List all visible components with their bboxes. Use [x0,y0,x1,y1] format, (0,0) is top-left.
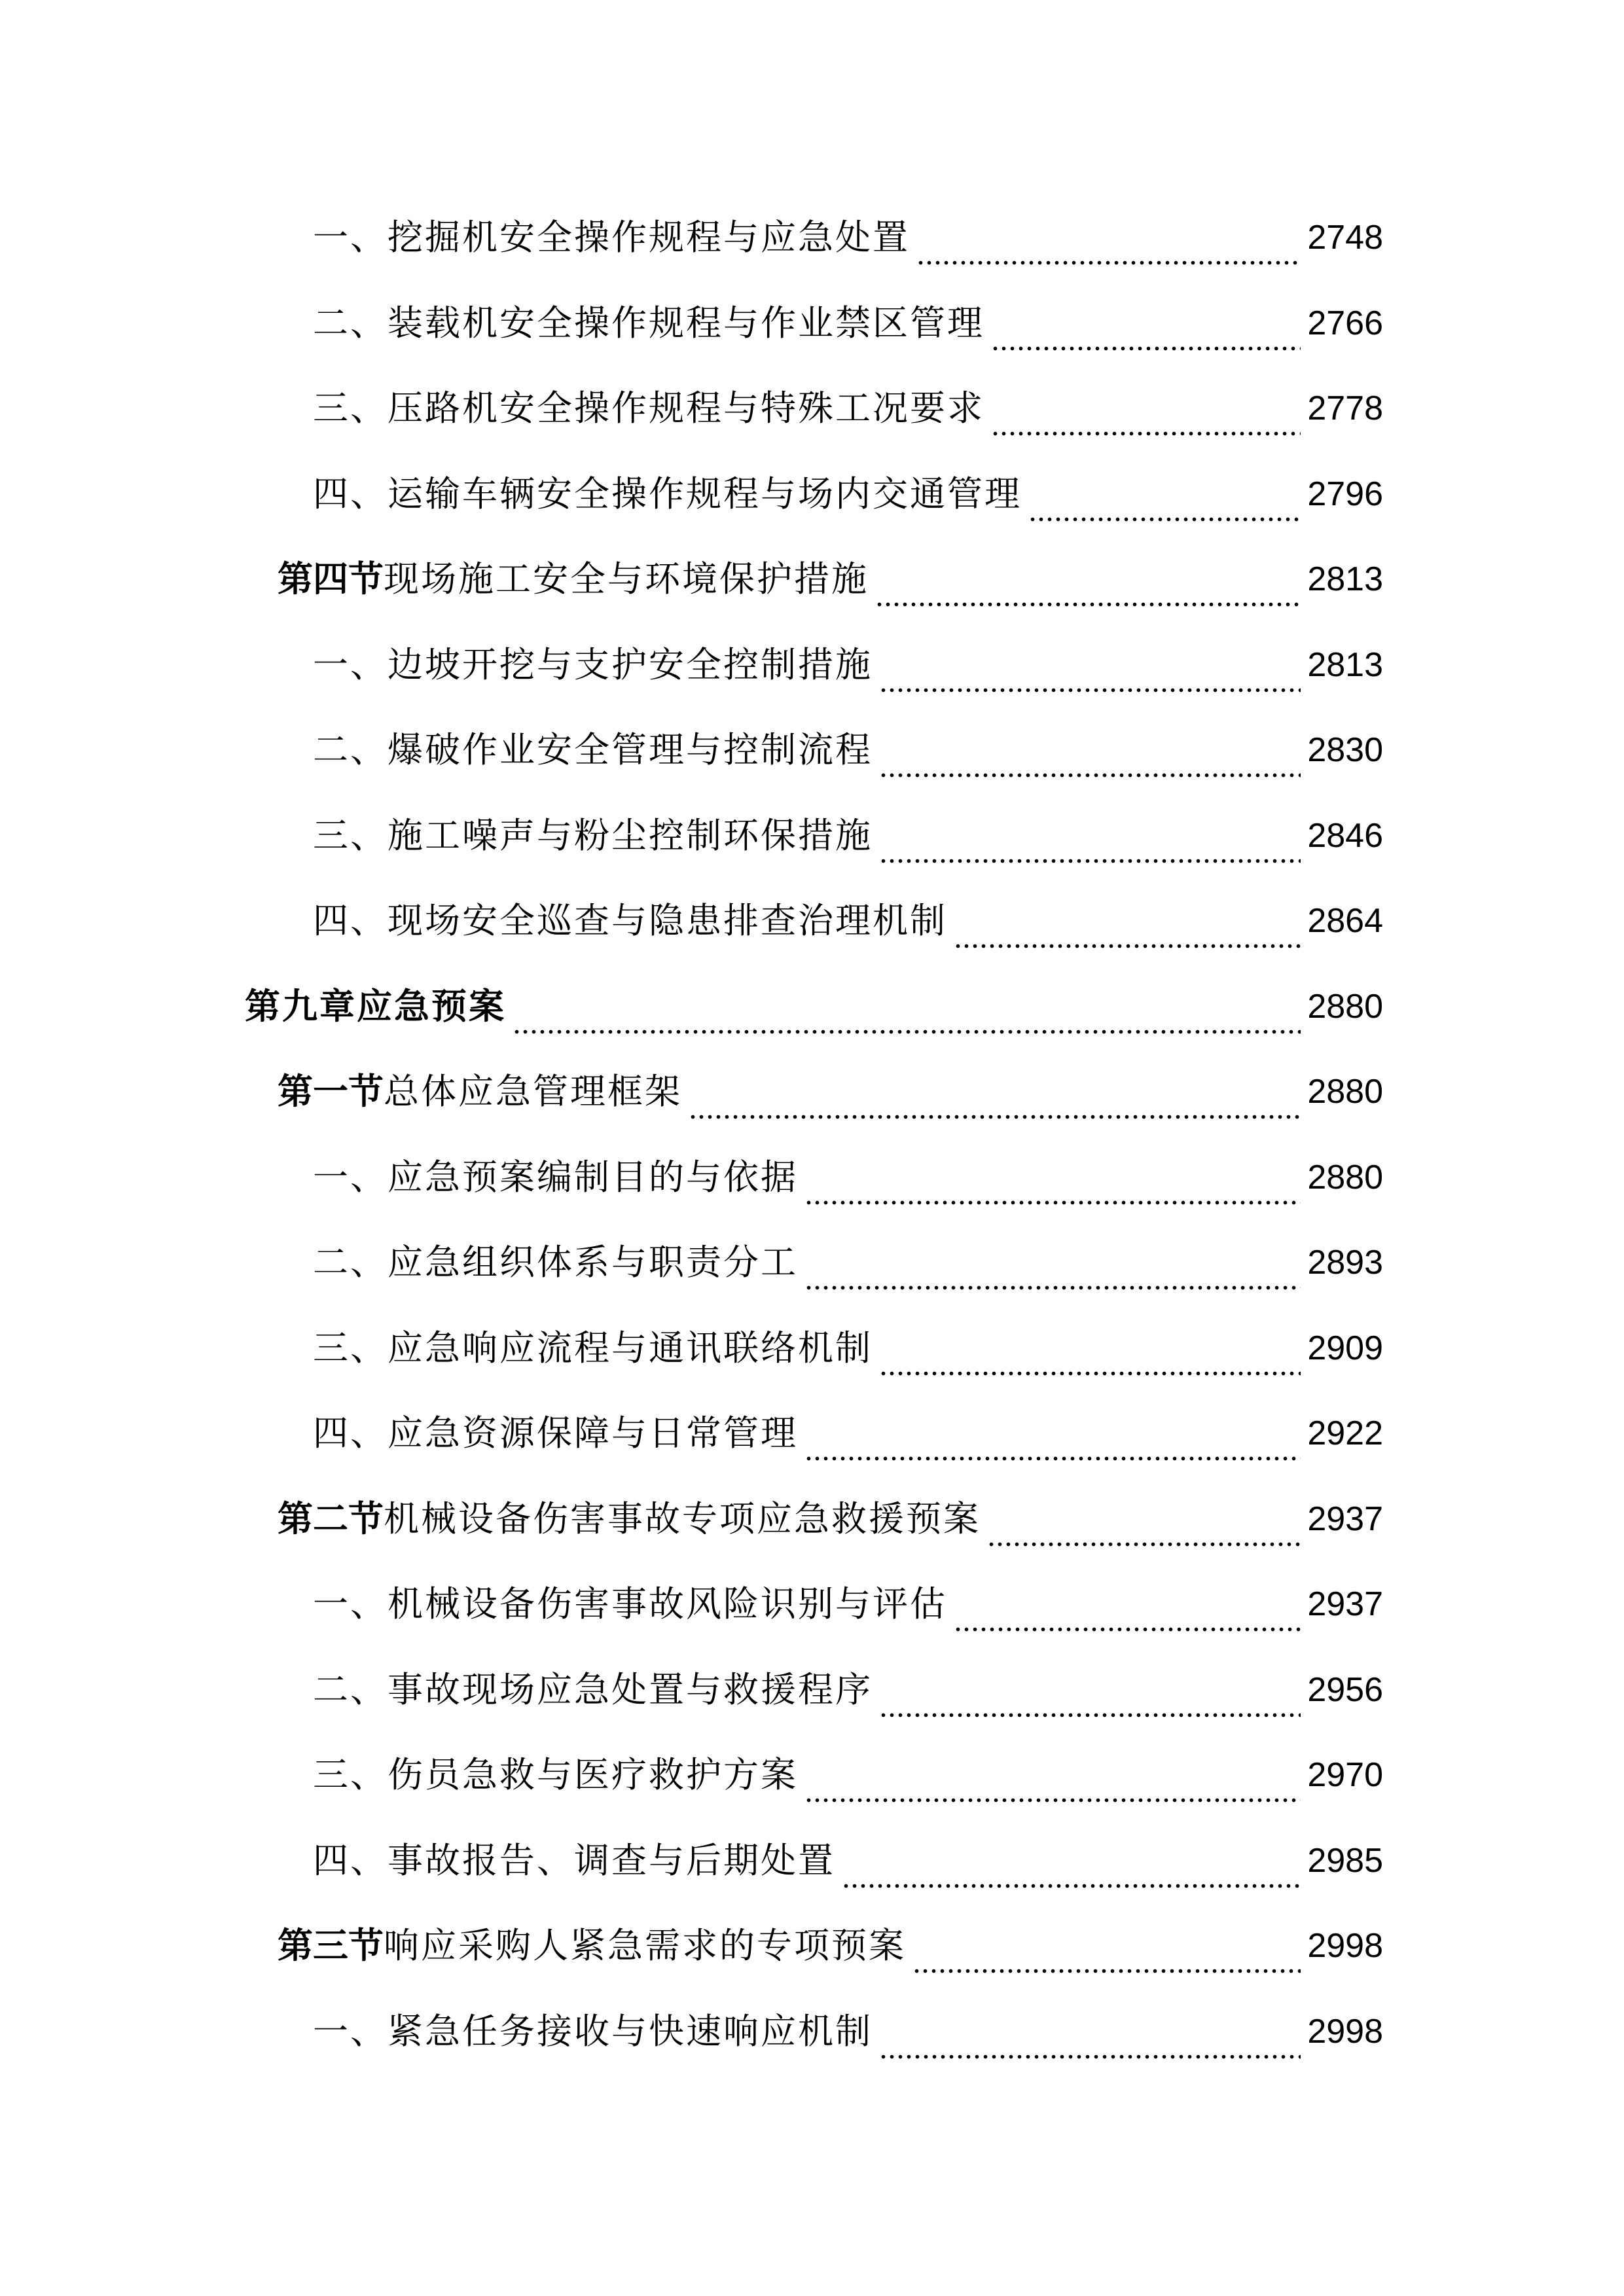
toc-page-number: 2846 [1307,817,1383,855]
toc-entry-title: 机械设备伤害事故专项应急救援预案 [384,1498,981,1539]
toc-entry-title: 三、应急响应流程与通讯联络机制 [313,1327,873,1369]
toc-section-number: 第一节 [278,1071,384,1112]
toc-page-number: 2796 [1307,475,1383,513]
toc-page-number: 2937 [1307,1585,1383,1623]
toc-entry-title: 四、现场安全巡查与隐患排查治理机制 [313,900,947,941]
toc-page-number: 2864 [1307,902,1383,940]
toc-page-number: 2766 [1307,304,1383,342]
toc-entry[interactable] [313,1660,1383,1719]
toc-entry[interactable] [313,1575,1383,1634]
toc-page-number: 2956 [1307,1671,1383,1709]
dot-leader [991,399,1301,438]
dot-leader [912,1936,1301,1975]
toc-page-number: 2937 [1307,1500,1383,1538]
dot-leader [991,314,1301,353]
dot-leader [875,569,1301,609]
toc-entry-title: 二、爆破作业安全管理与控制流程 [313,729,873,770]
toc-entry-title: 二、装载机安全操作规程与作业禁区管理 [313,302,984,344]
dot-leader [1028,484,1301,524]
toc-page-number: 2922 [1307,1414,1383,1452]
dot-leader [842,1851,1301,1890]
toc-page-number: 2813 [1307,646,1383,684]
toc-entry-title: 现场施工安全与环境保护措施 [384,558,869,600]
toc-entry[interactable] [278,1916,1383,1975]
toc-page-number: 2813 [1307,560,1383,598]
toc-entry-title: 二、应急组织体系与职责分工 [313,1242,798,1283]
toc-entry-title: 四、事故报告、调查与后期处置 [313,1840,835,1881]
toc-page-number: 2998 [1307,2013,1383,2051]
dot-leader [954,1594,1301,1634]
toc-entry-title: 一、挖掘机安全操作规程与应急处置 [313,217,910,258]
toc-page-number: 2893 [1307,1244,1383,1282]
toc-entry[interactable] [313,379,1383,438]
toc-entry-title: 一、边坡开挖与支护安全控制措施 [313,644,873,685]
toc-page-number: 2880 [1307,1158,1383,1196]
toc-entry-title: 总体应急管理框架 [384,1071,682,1112]
toc-entry-title: 三、压路机安全操作规程与特殊工况要求 [313,387,984,429]
toc-entry-title: 一、应急预案编制目的与依据 [313,1157,798,1198]
toc-entry-title: 四、应急资源保障与日常管理 [313,1412,798,1454]
toc-section-number: 第四节 [278,558,384,600]
toc-entry-title: 响应采购人紧急需求的专项预案 [384,1925,906,1966]
toc-entry-title: 一、机械设备伤害事故风险识别与评估 [313,1583,947,1624]
toc-page-number: 2778 [1307,389,1383,427]
dot-leader [916,228,1301,267]
toc-page-number: 2830 [1307,731,1383,769]
toc-entry-title: 三、伤员急救与医疗救护方案 [313,1754,798,1795]
dot-leader [879,740,1301,780]
dot-leader [804,1424,1301,1463]
toc-section-number: 第三节 [278,1925,384,1966]
dot-leader [879,655,1301,694]
toc-entry[interactable] [313,465,1383,524]
toc-entry[interactable] [313,1233,1383,1292]
dot-leader [513,997,1301,1036]
toc-entry-title: 一、紧急任务接收与快速响应机制 [313,2011,873,2052]
toc-entry[interactable] [313,891,1383,950]
dot-leader [804,1765,1301,1804]
toc-entry[interactable] [313,1148,1383,1207]
toc-page-number: 2970 [1307,1756,1383,1794]
toc-entry[interactable] [313,2002,1383,2061]
dot-leader [879,1680,1301,1719]
toc-page-number: 2748 [1307,219,1383,257]
toc-entry[interactable] [245,977,1383,1036]
toc-entry[interactable] [313,721,1383,780]
dot-leader [987,1509,1301,1549]
dot-leader [804,1168,1301,1207]
toc-entry-title: 二、事故现场应急处置与救援程序 [313,1669,873,1710]
toc-entry[interactable] [278,550,1383,609]
toc-page-number: 2880 [1307,988,1383,1026]
dot-leader [879,826,1301,865]
toc-entry[interactable] [278,1490,1383,1549]
toc-entry[interactable] [313,1404,1383,1463]
dot-leader [879,1338,1301,1378]
toc-page-number: 2909 [1307,1329,1383,1367]
toc-entry-title: 三、施工噪声与粉尘控制环保措施 [313,815,873,856]
toc-entry[interactable] [313,1746,1383,1804]
toc-entry-title: 四、运输车辆安全操作规程与场内交通管理 [313,473,1022,514]
toc-page-number: 2880 [1307,1073,1383,1111]
dot-leader [689,1082,1301,1121]
toc-entry-title: 第九章应急预案 [245,986,506,1027]
toc-entry[interactable] [313,1319,1383,1378]
dot-leader [879,2022,1301,2061]
toc-entry[interactable] [313,806,1383,865]
dot-leader [954,911,1301,950]
toc-section-number: 第二节 [278,1498,384,1539]
toc-entry[interactable] [313,294,1383,353]
toc-entry[interactable] [278,1062,1383,1121]
toc-entry[interactable] [313,208,1383,267]
toc-entry[interactable] [313,1831,1383,1890]
toc-page-number: 2998 [1307,1927,1383,1965]
toc-page-number: 2985 [1307,1842,1383,1880]
toc-entry[interactable] [313,636,1383,694]
dot-leader [804,1253,1301,1292]
